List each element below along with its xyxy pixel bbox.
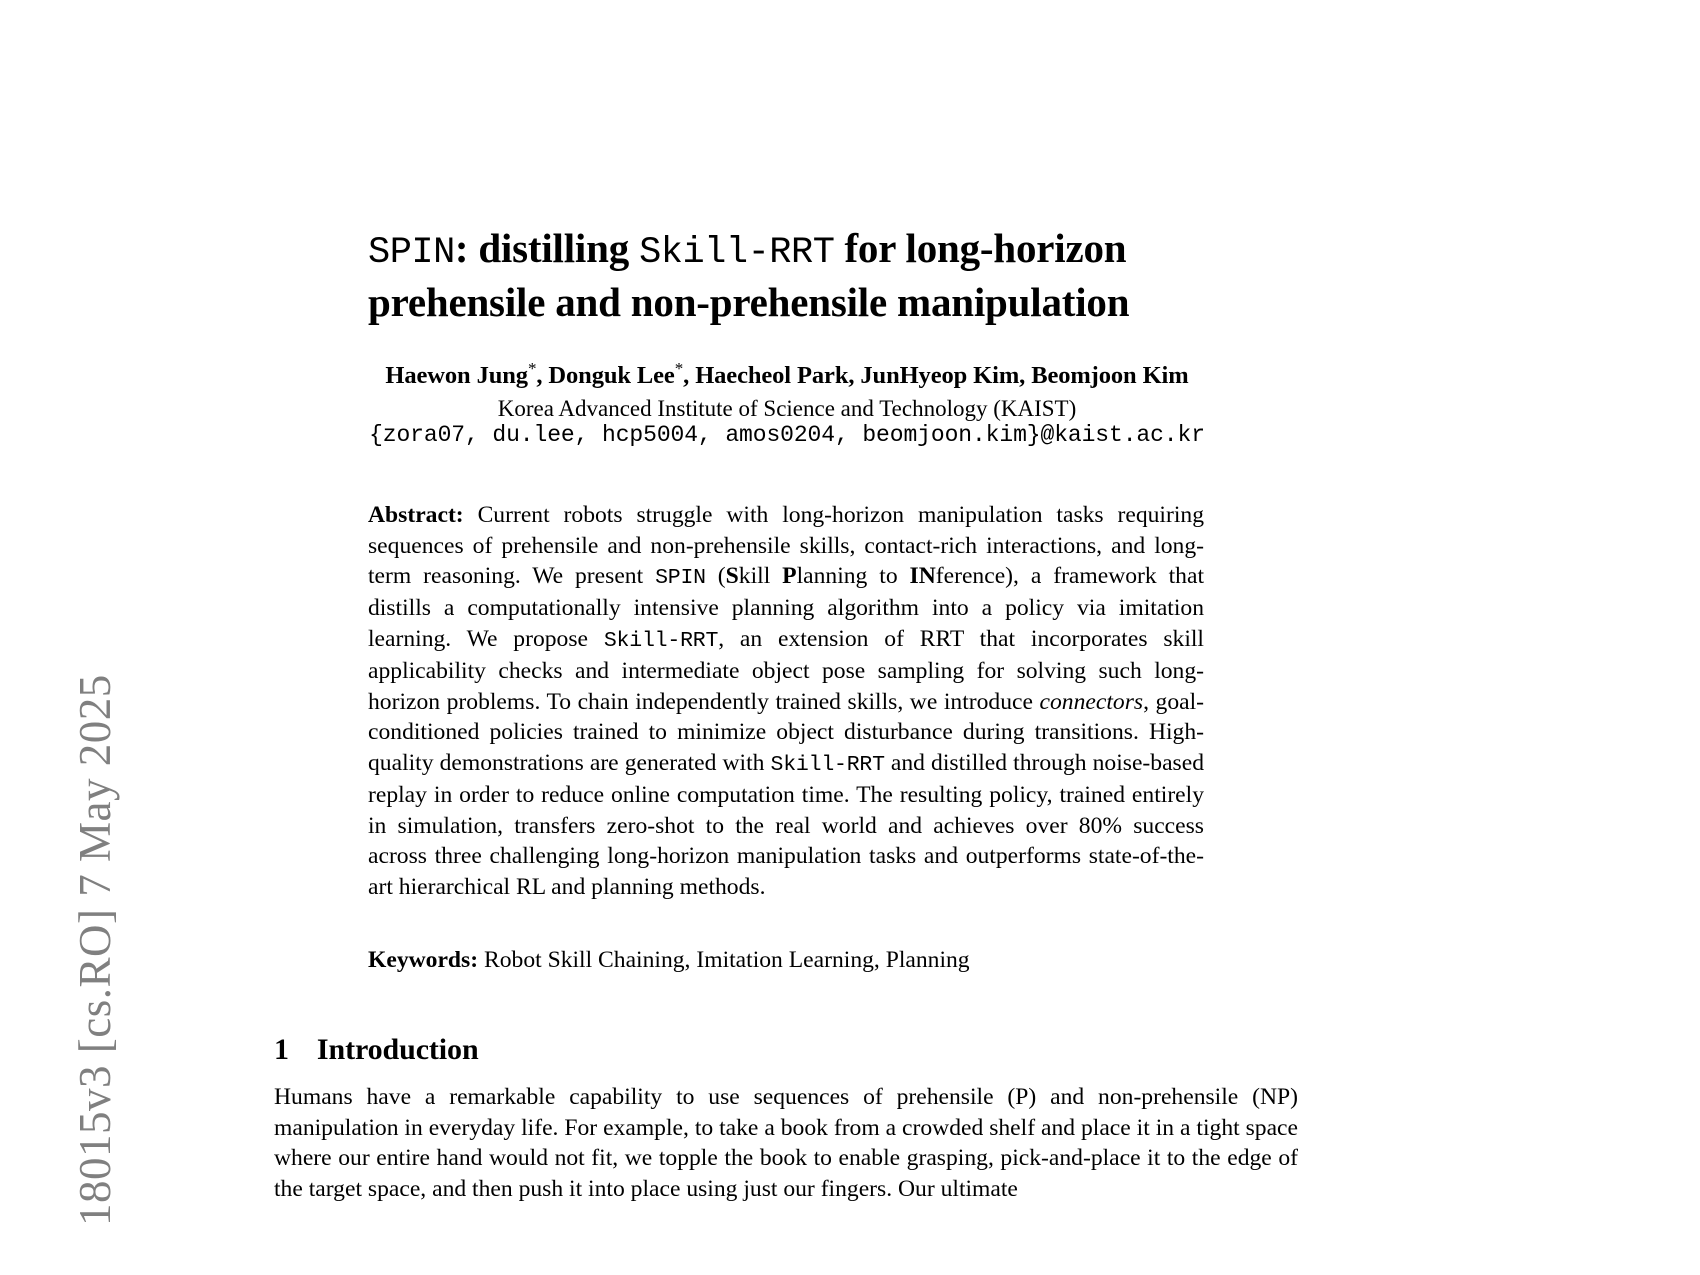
title-mono-spin: SPIN: [368, 232, 455, 275]
author-emails: {zora07, du.lee, hcp5004, amos0204, beomjoon.kim}@kaist.ac.kr: [369, 422, 1205, 448]
abstract-text-3: kill: [738, 563, 783, 590]
page-title: [368, 223, 1206, 328]
author-separator-2: ,: [683, 362, 696, 389]
abstract-text-7: , goal-conditioned policies trained to minimize object disturbance during transitions. High-quality demonstrations are generated with: [368, 688, 1204, 776]
title-part-1: : distilling: [454, 225, 640, 272]
abstract-mono-skillrrt-1: Skill-RRT: [603, 628, 719, 653]
authors-remaining: Haecheol Park, JunHyeop Kim, Beomjoon Kim: [695, 362, 1189, 389]
author-1-footnote-marker: *: [527, 358, 537, 378]
keywords: [368, 945, 1204, 976]
section-heading-introduction: [274, 1033, 479, 1067]
author-2-footnote-marker: *: [674, 358, 684, 378]
abstract-text-1: Current robots struggle with long-horizon manipulation tasks requiring sequences of prehensile and non-prehensile skills, contact-rich interactions, and long-term reasoning. We present: [368, 502, 1204, 590]
abstract-text-5: ference), a framework that distills a computationally intensive planning algorithm into a policy via imitation learning. We propose: [368, 563, 1204, 652]
title-part-2: for long-horizon prehensile and non-prehensile manipulation: [368, 225, 1130, 326]
section-number: 1: [274, 1032, 289, 1066]
abstract-text-4: lanning to: [796, 563, 910, 590]
abstract-acronym-p: P: [782, 563, 797, 590]
author-1: Haewon Jung: [385, 362, 528, 389]
keywords-label: Keywords:: [368, 947, 479, 973]
author-separator-1: ,: [536, 362, 549, 389]
abstract-mono-skillrrt-2: Skill-RRT: [770, 752, 885, 777]
author-list: [368, 360, 1206, 392]
title-mono-skillrrt: Skill-RRT: [639, 232, 835, 275]
abstract-acronym-in: IN: [909, 563, 936, 590]
section-title: Introduction: [316, 1032, 479, 1066]
abstract: [368, 500, 1204, 903]
keywords-value: Robot Skill Chaining, Imitation Learning, Planning: [478, 947, 970, 973]
affiliation: Korea Advanced Institute of Science and Technology (KAIST): [497, 396, 1077, 421]
introduction-paragraph: Humans have a remarkable capability to use sequences of prehensile (P) and non-prehensile (NP) manipulation in everyday life. For example, to take a book from a crowded shelf and place it in a tight space where our entire hand would not fit, we topple the book to enable grasping, pick-and-place it to the edge of the target space, and then push it into place using just our fingers. Our ultimate: [274, 1083, 1298, 1203]
abstract-text-8: and distilled through noise-based replay in order to reduce online computation time. The resulting policy, trained entirely in simulation, transfers zero-shot to the real world and achieves over 80% success across three challenging long-horizon manipulation tasks and outperforms state-of-the-art hierarchical RL and planning methods.: [368, 749, 1205, 900]
abstract-label: Abstract:: [368, 502, 464, 528]
abstract-italic-connectors: connectors: [1039, 688, 1144, 715]
abstract-acronym-s: S: [725, 563, 739, 590]
abstract-mono-spin: SPIN: [655, 566, 706, 591]
author-2: Donguk Lee: [548, 362, 675, 389]
abstract-text-2: (: [705, 563, 726, 590]
abstract-text-6: , an extension of RRT that incorporates skill applicability checks and intermediate object pose sampling for solving such long-horizon problems. To chain independently trained skills, we introduce: [368, 625, 1204, 715]
arxiv-stamp: 18015v3 [cs.RO] 7 May 2025: [70, 674, 120, 1226]
